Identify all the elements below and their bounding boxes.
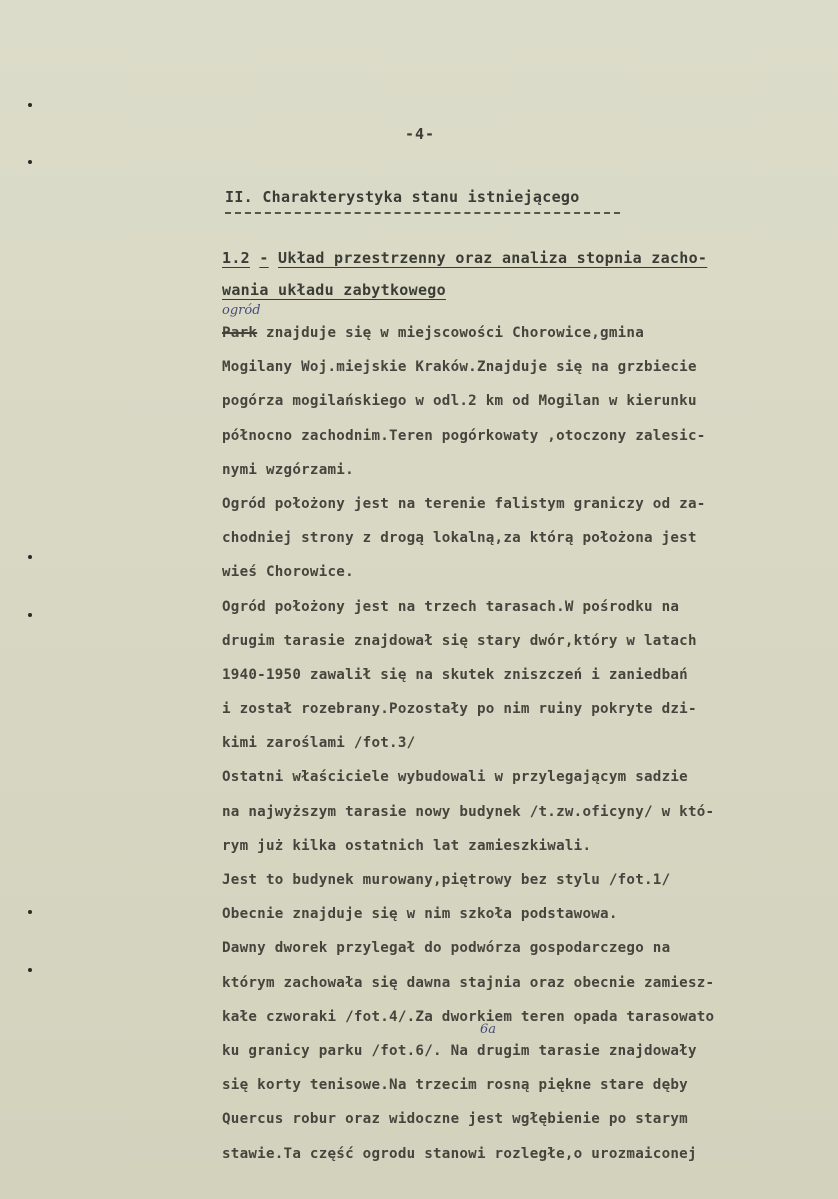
text-line: kałe czworaki /fot.4/.Za dworkiem teren opada tarasowato xyxy=(222,1008,715,1025)
subsection-heading-line-2: wania układu zabytkowego xyxy=(222,281,446,299)
text-line: Quercus robur oraz widoczne jest wgłębienie po starym xyxy=(222,1111,688,1128)
subsection-heading-line-1: 1.2 - Układ przestrzenny oraz analiza stopnia zacho- xyxy=(222,249,708,267)
text-line: Ogród położony jest na trzech tarasach.W pośrodku na xyxy=(222,598,680,615)
text-line: kimi zaroślami /fot.3/ xyxy=(222,735,416,752)
text-line: rym już kilka ostatnich lat zamieszkiwali. xyxy=(222,837,592,854)
text-line: chodniej strony z drogą lokalną,za którą położona jest xyxy=(222,530,697,547)
punch-hole xyxy=(28,613,32,617)
text-line: wieś Chorowice. xyxy=(222,564,354,581)
section-title: II. Charakterystyka stanu istniejącego xyxy=(225,188,580,206)
punch-hole xyxy=(28,910,32,914)
handwritten-correction: ogród xyxy=(222,303,261,318)
text-line: Mogilany Woj.miejskie Kraków.Znajduje się na grzbiecie xyxy=(222,359,697,376)
text-line: drugim tarasie znajdował się stary dwór,który w latach xyxy=(222,632,697,649)
text-line: się korty tenisowe.Na trzecim rosną piękne stare dęby xyxy=(222,1077,688,1094)
text-line: Dawny dworek przylegał do podwórza gospodarczego na xyxy=(222,940,671,957)
text-line: nymi wzgórzami. xyxy=(222,461,354,478)
text-line: na najwyższym tarasie nowy budynek /t.zw.oficyny/ w któ- xyxy=(222,803,715,820)
text-line: ku granicy parku /fot.6/. Na drugim tarasie znajdowały xyxy=(222,1042,697,1059)
body-text xyxy=(222,316,802,1171)
punch-hole xyxy=(28,103,32,107)
text-line: pogórza mogilańskiego w odl.2 km od Mogilan w kierunku xyxy=(222,393,697,410)
struck-word: Park xyxy=(222,325,258,341)
text-line: północno zachodnim.Teren pogórkowaty ,otoczony zalesic- xyxy=(222,427,706,444)
text-line: i został rozebrany.Pozostały po nim ruiny pokryte dzi- xyxy=(222,701,697,718)
text-line: Park znajduje się w miejscowości Chorowice,gmina xyxy=(222,325,645,341)
text-line: Jest to budynek murowany,piętrowy bez stylu /fot.1/ xyxy=(222,872,671,888)
text-line: Obecnie znajduje się w nim szkoła podstawowa. xyxy=(222,906,618,923)
text-line: stawie.Ta część ogrodu stanowi rozległe,o urozmaiconej xyxy=(222,1145,697,1162)
text-line: Ogród położony jest na terenie falistym graniczy od za- xyxy=(222,495,706,512)
punch-hole xyxy=(28,968,32,972)
subsection-heading xyxy=(222,242,782,306)
punch-hole xyxy=(28,555,32,559)
punch-hole xyxy=(28,160,32,164)
page-number: -4- xyxy=(405,125,436,143)
section-title-underline xyxy=(225,212,620,214)
handwritten-note: 6a xyxy=(480,1022,497,1037)
text-line: którym zachowała się dawna stajnia oraz obecnie zamiesz- xyxy=(222,974,715,991)
text-line: Ostatni właściciele wybudowali w przylegającym sadzie xyxy=(222,769,688,786)
text-line: 1940-1950 zawalił się na skutek zniszczeń i zaniedbań xyxy=(222,666,688,683)
